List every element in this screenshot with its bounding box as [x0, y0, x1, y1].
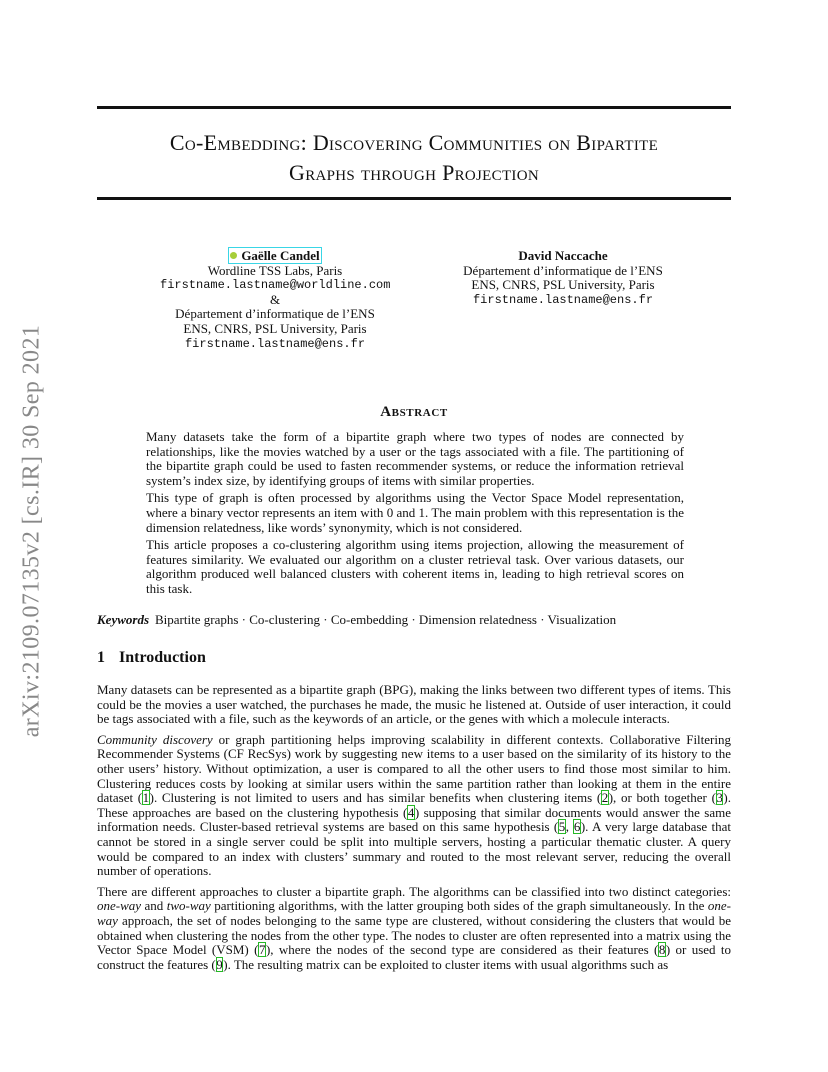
author-name: David Naccache	[518, 248, 608, 263]
text-run: ). A very large database that cannot be stored in a single server could be split into multiple servers, hosting a particular thematic cluster. A query would be compared to an index with clusters’ summary and routed to the most relevant server, reducing the overall number of operations.	[97, 819, 731, 879]
text-run: ). These approaches are based on the clustering hypothesis (	[97, 790, 731, 820]
orcid-icon[interactable]	[230, 252, 237, 259]
emphasis: Community discovery	[97, 731, 213, 747]
body-paragraph-2	[97, 733, 731, 879]
citation-link[interactable]: 3	[716, 790, 723, 806]
paper-title	[97, 128, 731, 188]
text-run: ), or both together (	[608, 790, 716, 806]
author-affiliation: Wordline TSS Labs, Paris	[207, 262, 343, 278]
text-run: partitioning algorithms, with the latter grouping both sides of the graph simultaneously. In the	[210, 898, 708, 914]
emphasis: one-way	[97, 898, 142, 914]
text-run: and	[141, 898, 167, 914]
author-affiliation: Département d’informatique de l’ENS	[175, 306, 375, 322]
author-email: firstname.lastname@ens.fr	[184, 336, 366, 351]
citation-link[interactable]: 5	[558, 819, 566, 835]
text-run: ). The resulting matrix can be exploited to cluster items with usual algorithms such as	[223, 956, 669, 972]
author-and: &	[269, 291, 281, 307]
abstract-heading: Abstract	[380, 404, 448, 420]
body-text	[97, 683, 731, 978]
citation-link[interactable]: 6	[573, 819, 581, 835]
citation-link[interactable]: 9	[216, 956, 223, 972]
citation-link[interactable]: 8	[658, 942, 666, 958]
abstract-paragraph: This type of graph is often processed by algorithms using the Vector Space Model representation, where a binary vector represents an item with 0 and 1. The main problem with this representation is the dimension relatedness, like words’ synonymity, which is not considered.	[146, 490, 684, 535]
title-rule-bottom	[97, 197, 731, 200]
citation-link[interactable]: 7	[258, 942, 266, 958]
author-block-2	[440, 249, 686, 307]
author-affiliation: Département d’informatique de l’ENS	[463, 262, 663, 278]
emphasis: one-way	[97, 898, 731, 928]
arxiv-sidebar	[2, 296, 62, 766]
author-affiliation: ENS, CNRS, PSL University, Paris	[183, 320, 367, 336]
text-run: ) supposing that similar documents would answer the same information needs. Cluster-based retrieval systems are based on this same hypothesis (	[97, 804, 731, 835]
text-run: ) or used to construct the features (	[97, 942, 731, 972]
keywords-label: Keywords	[97, 612, 149, 627]
text-run: ). Clustering is not limited to users and has similar benefits when clustering items (	[149, 790, 602, 806]
text-run: or graph partitioning helps improving scalability in different contexts. Collaborative Filtering Recommender Systems (CF RecSys) work by suggesting new items to a user based on the similarity of its history to the other users’ history. Without optimization, a user is compared to all the other users to find those most similar to him. Clustering reduces costs by looking at similar users within the same partition rather than looking at them in the entire dataset (	[97, 731, 731, 806]
citation-link[interactable]: 1	[142, 790, 150, 806]
title-line-2: Graphs through Projection	[289, 160, 539, 185]
author-name: Gaëlle Candel	[241, 248, 320, 263]
abstract-paragraph: Many datasets take the form of a bipartite graph where two types of nodes are connected by relationships, like the movies watched by a user or the tags associated with a file. The partitioning of the bipartite graph could be used to fasten recommender systems, or reduce the information retrieval system’s index size, by identifying groups of items with similar properties.	[146, 429, 684, 488]
title-line-1: Co-Embedding: Discovering Communities on Bipartite	[169, 130, 659, 155]
abstract-paragraph: This article proposes a co-clustering algorithm using items projection, allowing the measurement of features similarity. We evaluated our algorithm on a cluster retrieval task. Over various datasets, our algorithm produced well balanced clusters with coherent items in, leading to high retrieval scores on this task.	[146, 537, 684, 596]
emphasis: two-way	[166, 898, 211, 914]
body-paragraph-1: Many datasets can be represented as a bipartite graph (BPG), making the links between two different types of items. This could be the movies a user watched, the purchases he made, the music he listened at. Outside of user interaction, it could be tags associated with a file, such as the keywords of an article, or the genes with which a molecule interacts.	[97, 682, 731, 727]
text-run: There are different approaches to cluster a bipartite graph. The algorithms can be classified into two distinct categories:	[97, 883, 731, 899]
author-affiliation: ENS, CNRS, PSL University, Paris	[471, 277, 655, 293]
keywords	[97, 612, 731, 628]
title-rule-top	[97, 106, 731, 109]
text-run: ), where the nodes of the second type are considered as their features (	[265, 942, 659, 958]
citation-link[interactable]: 4	[407, 804, 415, 820]
keywords-list: Bipartite graphs · Co-clustering · Co-embedding · Dimension relatedness · Visualization	[155, 612, 617, 627]
section-title: Introduction	[119, 649, 206, 666]
text-run: ,	[565, 819, 574, 835]
section-number: 1	[97, 649, 105, 666]
author-name-link[interactable]	[229, 248, 320, 263]
arxiv-identifier: arXiv:2109.07135v2 [cs.IR] 30 Sep 2021	[18, 324, 45, 738]
section-heading	[97, 649, 206, 667]
text-run: approach, the set of nodes belonging to the same type are clustered, without considering the clusters that would be obtained when clustering the nodes from the other type. The nodes to cluster are often represented into a matrix using the Vector Space Model (VSM) (	[97, 912, 731, 958]
author-email: firstname.lastname@worldline.com	[160, 278, 391, 293]
body-paragraph-3	[97, 885, 731, 973]
author-email: firstname.lastname@ens.fr	[472, 292, 654, 307]
author-block-1	[160, 249, 390, 351]
abstract-body	[146, 430, 684, 600]
citation-link[interactable]: 2	[601, 790, 609, 806]
